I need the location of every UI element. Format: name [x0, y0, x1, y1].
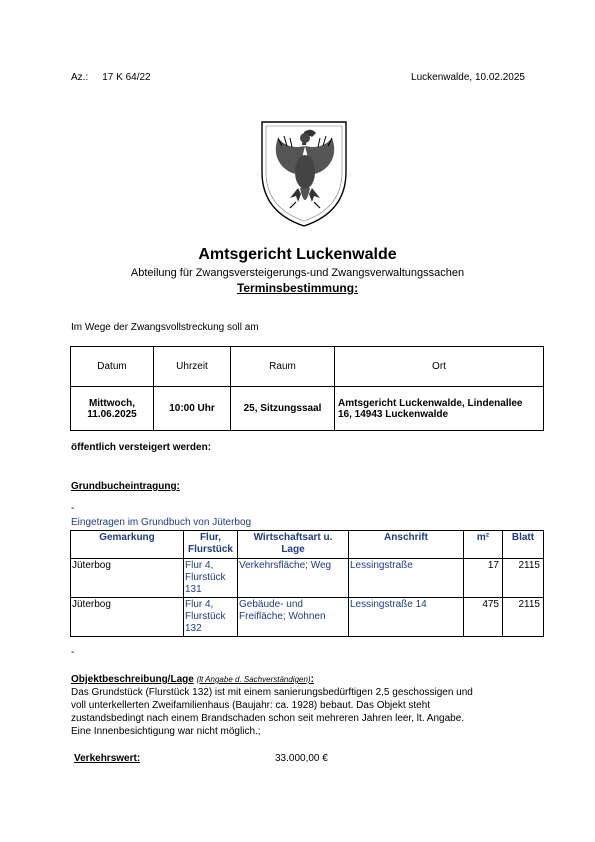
header-art-line1: Wirtschaftsart u. — [253, 532, 333, 543]
header-flur — [184, 531, 238, 559]
place-and-date: Luckenwalde, 10.02.2025 — [411, 72, 525, 83]
land-register-source: Eingetragen im Grundbuch von Jüterbog — [71, 517, 252, 528]
schedule-date-day: 11.06.2025 — [87, 408, 137, 420]
row-flur-line2: Flurstück — [185, 572, 226, 583]
schedule-time: 10:00 Uhr — [154, 387, 231, 431]
schedule-header-row — [71, 347, 544, 387]
schedule-date-weekday: Mittwoch, — [88, 397, 136, 409]
auction-statement: öffentlich versteigert werden: — [71, 442, 212, 453]
document-heading: Terminsbestimmung: — [236, 281, 359, 295]
separator-dash: - — [71, 647, 75, 658]
schedule-table — [70, 346, 544, 431]
case-number — [71, 72, 151, 83]
row-blatt: 2115 — [503, 559, 544, 598]
court-name: Amtsgericht Luckenwalde — [198, 246, 397, 263]
row-wirtschaftsart — [238, 598, 349, 637]
case-number-label: Az.: — [71, 72, 89, 83]
schedule-date — [71, 387, 154, 431]
row-art-line2: Freifläche; Wohnen — [239, 611, 326, 622]
object-description-text — [71, 686, 541, 738]
row-wirtschaftsart — [238, 559, 349, 598]
schedule-value-row — [71, 387, 544, 431]
header-blatt: Blatt — [503, 531, 544, 559]
schedule-place-line1: Amtsgericht Luckenwalde, Lindenallee — [338, 397, 523, 409]
case-number-value: 17 K 64/22 — [102, 72, 151, 83]
schedule-header-time: Uhrzeit — [154, 347, 231, 387]
row-flur — [184, 598, 238, 637]
market-value-label: Verkehrswert: — [74, 753, 141, 764]
header-m2: m² — [464, 531, 503, 559]
land-register-table — [70, 530, 544, 637]
schedule-header-date: Datum — [71, 347, 154, 387]
header-flur-line2: Flurstück — [187, 544, 233, 555]
row-flur-line1: Flur 4, — [185, 560, 214, 571]
brandenburg-eagle-icon — [258, 116, 350, 228]
schedule-header-room: Raum — [231, 347, 335, 387]
table-row — [71, 559, 544, 598]
row-flur-line1: Flur 4, — [185, 599, 214, 610]
row-m2: 475 — [464, 598, 503, 637]
table-row — [71, 598, 544, 637]
object-description-line: zustandsbedingt nach einem Brandschaden schon seit mehreren Jahren leer, lt. Angabe. — [71, 713, 465, 724]
row-anschrift: Lessingstraße — [349, 559, 464, 598]
object-description-line: voll unterkellerten Zweifamilienhaus (Baujahr: ca. 1928) bebaut. Das Objekt steht — [71, 700, 431, 711]
object-description-line: Eine Innenbesichtigung war nicht möglich.; — [71, 726, 261, 737]
schedule-header-place: Ort — [335, 347, 544, 387]
object-description-line: Das Grundstück (Flurstück 132) ist mit einem sanierungsbedürftigen 2,5 geschossigen und — [71, 687, 473, 698]
intro-text: Im Wege der Zwangsvollstreckung soll am — [71, 322, 259, 333]
object-heading-title: Objektbeschreibung/Lage — [71, 674, 194, 685]
row-art-line1: Verkehrsfläche; Weg — [239, 560, 332, 571]
court-department: Abteilung für Zwangsversteigerungs-und Zwangsverwaltungssachen — [130, 267, 465, 279]
row-m2: 17 — [464, 559, 503, 598]
row-flur-line3: 132 — [185, 623, 202, 634]
row-gemarkung: Jüterbog — [71, 598, 184, 637]
row-art-line1: Gebäude- und — [239, 599, 303, 610]
row-blatt: 2115 — [503, 598, 544, 637]
row-flur-line3: 131 — [185, 584, 202, 595]
market-value: 33.000,00 € — [275, 753, 328, 764]
header-flur-line1: Flur, — [199, 532, 222, 543]
schedule-room: 25, Sitzungssaal — [231, 387, 335, 431]
land-register-header-row — [71, 531, 544, 559]
schedule-place-line2: 16, 14943 Luckenwalde — [338, 408, 449, 420]
land-register-heading: Grundbucheintragung: — [71, 481, 180, 492]
row-flur-line2: Flurstück — [185, 611, 226, 622]
object-heading-note: (lt Angabe d. Sachverständigen) — [196, 675, 311, 684]
schedule-place — [335, 387, 544, 431]
header-anschrift: Anschrift — [349, 531, 464, 559]
row-gemarkung: Jüterbog — [71, 559, 184, 598]
separator-dash: - — [71, 503, 75, 514]
object-description-heading — [71, 674, 314, 685]
header-art-line2: Lage — [281, 544, 305, 555]
object-heading-colon: : — [310, 674, 314, 685]
row-flur — [184, 559, 238, 598]
header-gemarkung: Gemarkung — [71, 531, 184, 559]
header-wirtschaftsart — [238, 531, 349, 559]
row-anschrift: Lessingstraße 14 — [349, 598, 464, 637]
